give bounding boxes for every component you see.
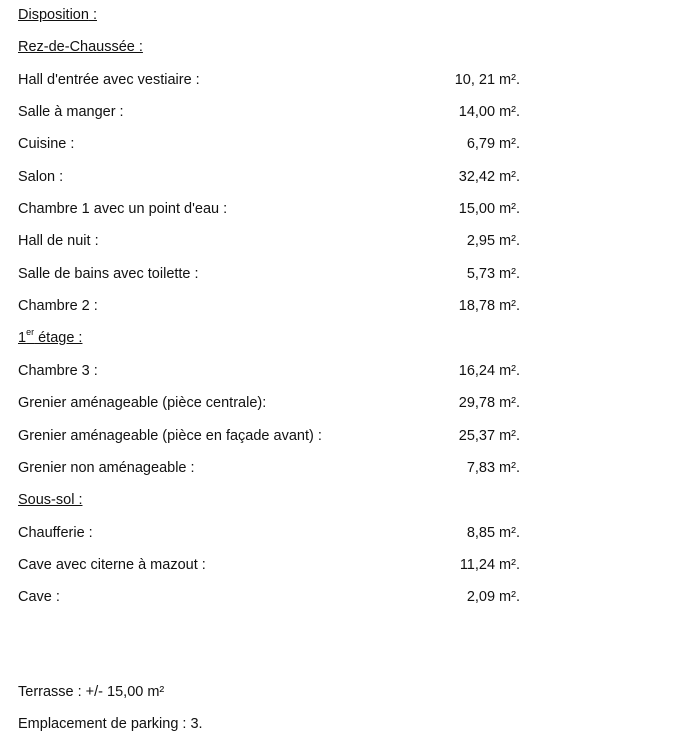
parking-text: Emplacement de parking : 3. <box>18 716 203 732</box>
room-area: 25,37 m². <box>458 428 520 444</box>
room-area: 14,00 m². <box>458 104 520 120</box>
room-area: 8,85 m². <box>466 525 520 541</box>
room-label: Cave : <box>18 589 60 605</box>
room-area: 15,00 m². <box>458 201 520 217</box>
room-area: 7,83 m². <box>466 460 520 476</box>
room-area: 11,24 m². <box>459 557 520 573</box>
room-label: Salle de bains avec toilette : <box>18 266 199 282</box>
terrasse-text: Terrasse : +/- 15,00 m² <box>18 684 165 700</box>
section-heading-text: Rez-de-Chaussée : <box>18 39 143 55</box>
room-label: Cuisine : <box>18 136 75 152</box>
section-heading-superscript: er <box>26 327 35 338</box>
room-label: Grenier aménageable (pièce en façade avant) : <box>18 428 322 444</box>
room-area: 5,73 m². <box>466 266 520 282</box>
room-area: 32,42 m². <box>458 169 520 185</box>
room-area: 2,09 m². <box>466 589 520 605</box>
section-heading-text: étage : <box>34 330 83 346</box>
room-label: Cave avec citerne à mazout : <box>18 557 206 573</box>
room-area: 2,95 m². <box>466 233 520 249</box>
room-label: Chambre 2 : <box>18 298 98 314</box>
room-area: 6,79 m². <box>466 136 520 152</box>
room-area: 16,24 m². <box>458 363 520 379</box>
room-label: Chambre 3 : <box>18 363 98 379</box>
section-heading-text: Sous-sol : <box>18 492 83 508</box>
room-label: Salle à manger : <box>18 104 124 120</box>
room-label: Chaufferie : <box>18 525 93 541</box>
room-label: Grenier aménageable (pièce centrale): <box>18 395 267 411</box>
room-label: Salon : <box>18 169 64 185</box>
room-area: 18,78 m². <box>458 298 520 314</box>
room-label: Chambre 1 avec un point d'eau : <box>18 201 228 217</box>
room-label: Hall de nuit : <box>18 233 99 249</box>
document-title-text: Disposition <box>18 7 89 23</box>
document-title-colon: : <box>88 7 97 23</box>
room-area: 10, 21 m². <box>454 72 520 88</box>
section-heading-number: 1 <box>18 330 27 346</box>
room-label: Grenier non aménageable : <box>18 460 195 476</box>
room-label: Hall d'entrée avec vestiaire : <box>18 72 200 88</box>
room-area: 29,78 m². <box>458 395 520 411</box>
